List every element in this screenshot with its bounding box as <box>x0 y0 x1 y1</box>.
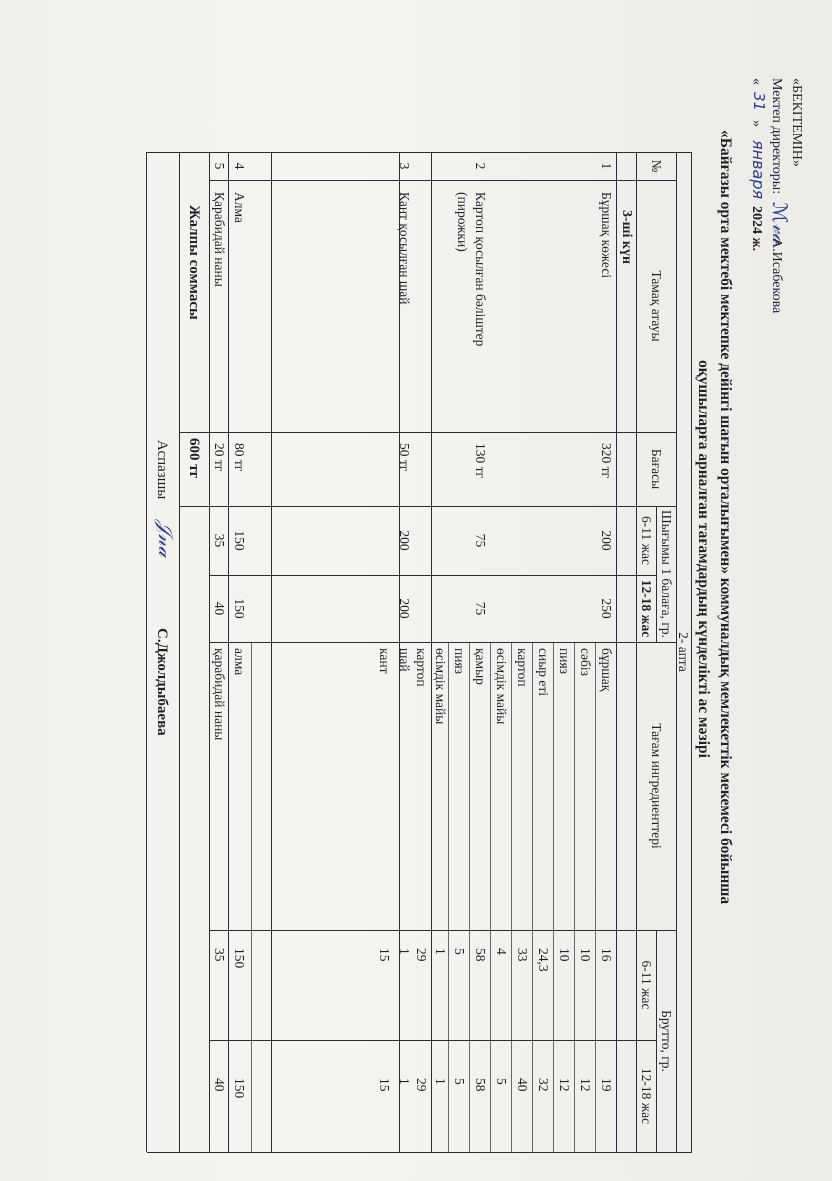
ingredient-name: қарабидай наны <box>212 648 227 741</box>
ingredient-name: картоп <box>515 648 530 687</box>
ingredient-name: қамыр <box>473 648 488 685</box>
title-line1: «Байғазы орта мектебі мектепке дейінгі шағын орталығымен» коммуналдық мемлекеттік мекемесі бойынша <box>717 130 734 905</box>
ingredient-gross-a: 33 <box>515 948 530 962</box>
ingredient-gross-b: 32 <box>536 1078 551 1092</box>
ingredient-gross-b: 1 <box>397 1078 412 1085</box>
row2-price: 130 тг <box>473 443 488 479</box>
ingredient-gross-a: 10 <box>578 948 593 962</box>
date-day: 31 <box>750 92 768 112</box>
row3-no: 3 <box>397 162 412 170</box>
ingredient-gross-b: 58 <box>473 1078 488 1092</box>
ingredient-name: пияз <box>557 648 572 674</box>
ingredient-gross-b: 5 <box>494 1078 509 1085</box>
ingredient-name: алма <box>232 648 247 676</box>
ingredient-gross-b: 29 <box>414 1078 429 1092</box>
ingredient-gross-a: 24,3 <box>536 948 551 972</box>
title-line2: оқушыларға арналған тағамдардың күнделікті ас мәзірі <box>695 360 712 758</box>
ingredient-gross-a: 150 <box>232 948 247 969</box>
col-gross: Брутто, гр. <box>659 1010 674 1072</box>
ingredient-gross-b: 12 <box>578 1078 593 1092</box>
row1-name: Бұршақ көжесі <box>599 192 614 279</box>
total-label: Жалпы соммасы <box>186 205 202 320</box>
date-close: » <box>749 120 764 127</box>
ingredient-gross-a: 10 <box>557 948 572 962</box>
director-name: А.Исабекова <box>769 238 784 314</box>
row2-no: 2 <box>473 162 488 170</box>
ingredient-name: кант <box>377 648 392 674</box>
col-no: № <box>649 159 664 173</box>
date-open: « <box>749 78 764 85</box>
row2-name-note: (пирожки) <box>455 192 470 252</box>
col-yield-a: 6-11 жас <box>639 516 654 565</box>
col-ingredients: Тағам ингредиенттері <box>649 723 664 849</box>
ingredient-gross-a: 1 <box>433 948 448 955</box>
ingredient-gross-a: 29 <box>414 948 429 962</box>
ingredient-name: сәбіз <box>578 648 593 676</box>
cook-signature: 𝒥𝓃𝒶 <box>154 520 178 558</box>
ingredient-gross-b: 19 <box>599 1078 614 1092</box>
row2-yield-a: 75 <box>473 533 488 548</box>
row4-name: Алма <box>232 192 247 223</box>
row4-yield-b: 150 <box>232 598 247 619</box>
cook-name: С.Джолдыбаева <box>154 628 170 736</box>
day-label: 3-ші күн <box>619 210 634 265</box>
ingredient-gross-a: 1 <box>397 948 412 955</box>
row1-price: 320 тг <box>599 443 614 479</box>
row3-name: Кант қосылған шай <box>397 192 412 305</box>
row5-yield-b: 40 <box>212 601 227 616</box>
week-label: 2- апта <box>676 632 691 672</box>
ingredient-gross-a: 58 <box>473 948 488 962</box>
date-month: января <box>749 140 768 200</box>
ingredient-name: пияз <box>452 648 467 674</box>
col-gross-a: 6-11 жас <box>639 960 654 1010</box>
row1-no: 1 <box>599 162 614 170</box>
row4-yield-a: 150 <box>232 530 247 551</box>
row3-yield-b: 200 <box>397 598 412 619</box>
ingredient-name: бұршақ <box>599 648 614 692</box>
col-price: Бағасы <box>649 448 664 490</box>
col-yield-b: 12-18 жас <box>639 579 654 638</box>
col-yield: Шығымы 1 балаға, гр. <box>659 509 674 639</box>
director-signature: ℳ𝓋𝒶 <box>768 202 792 245</box>
director-label: Мектеп директоры: <box>769 78 784 195</box>
row5-price: 20 тг <box>212 443 227 472</box>
ingredient-gross-a: 4 <box>494 948 509 955</box>
ingredient-gross-a: 5 <box>452 948 467 955</box>
date-year: 2024 ж. <box>749 206 764 252</box>
ingredient-gross-a: 15 <box>377 948 392 962</box>
row5-no: 5 <box>212 162 227 170</box>
ingredient-gross-a: 35 <box>212 948 227 962</box>
ingredient-name: картоп <box>414 648 429 687</box>
approve-label: «БЕКІТЕМІН» <box>789 78 804 167</box>
row4-price: 80 тг <box>232 443 247 472</box>
ingredient-name: өсімдік майы <box>433 648 448 725</box>
row1-yield-b: 250 <box>599 598 614 619</box>
col-gross-b: 12-18 жас <box>639 1067 654 1125</box>
row2-yield-b: 75 <box>473 601 488 616</box>
row1-yield-a: 200 <box>599 530 614 551</box>
row3-price: 50 тг <box>397 443 412 472</box>
ingredient-gross-b: 40 <box>515 1078 530 1092</box>
ingredient-gross-b: 150 <box>232 1078 247 1099</box>
ingredient-gross-b: 5 <box>452 1078 467 1085</box>
row2-name: Картоп қосылған бәліштер <box>473 192 488 347</box>
ingredient-gross-b: 1 <box>433 1078 448 1085</box>
ingredient-name: сиыр еті <box>536 648 551 697</box>
ingredient-name: шай <box>397 648 412 672</box>
ingredient-gross-a: 16 <box>599 948 614 962</box>
total-value: 600 тг <box>186 438 202 479</box>
col-name: Тамақ атауы <box>649 270 664 342</box>
ingredient-gross-b: 15 <box>377 1078 392 1092</box>
row3-yield-a: 200 <box>397 530 412 551</box>
row5-yield-a: 35 <box>212 533 227 548</box>
cook-label: Аспазшы <box>154 440 170 500</box>
ingredient-gross-b: 40 <box>212 1078 227 1092</box>
ingredient-gross-b: 12 <box>557 1078 572 1092</box>
row5-name: Қарабидай наны <box>212 192 227 287</box>
row4-no: 4 <box>232 162 247 170</box>
ingredient-name: өсімдік майы <box>494 648 509 725</box>
